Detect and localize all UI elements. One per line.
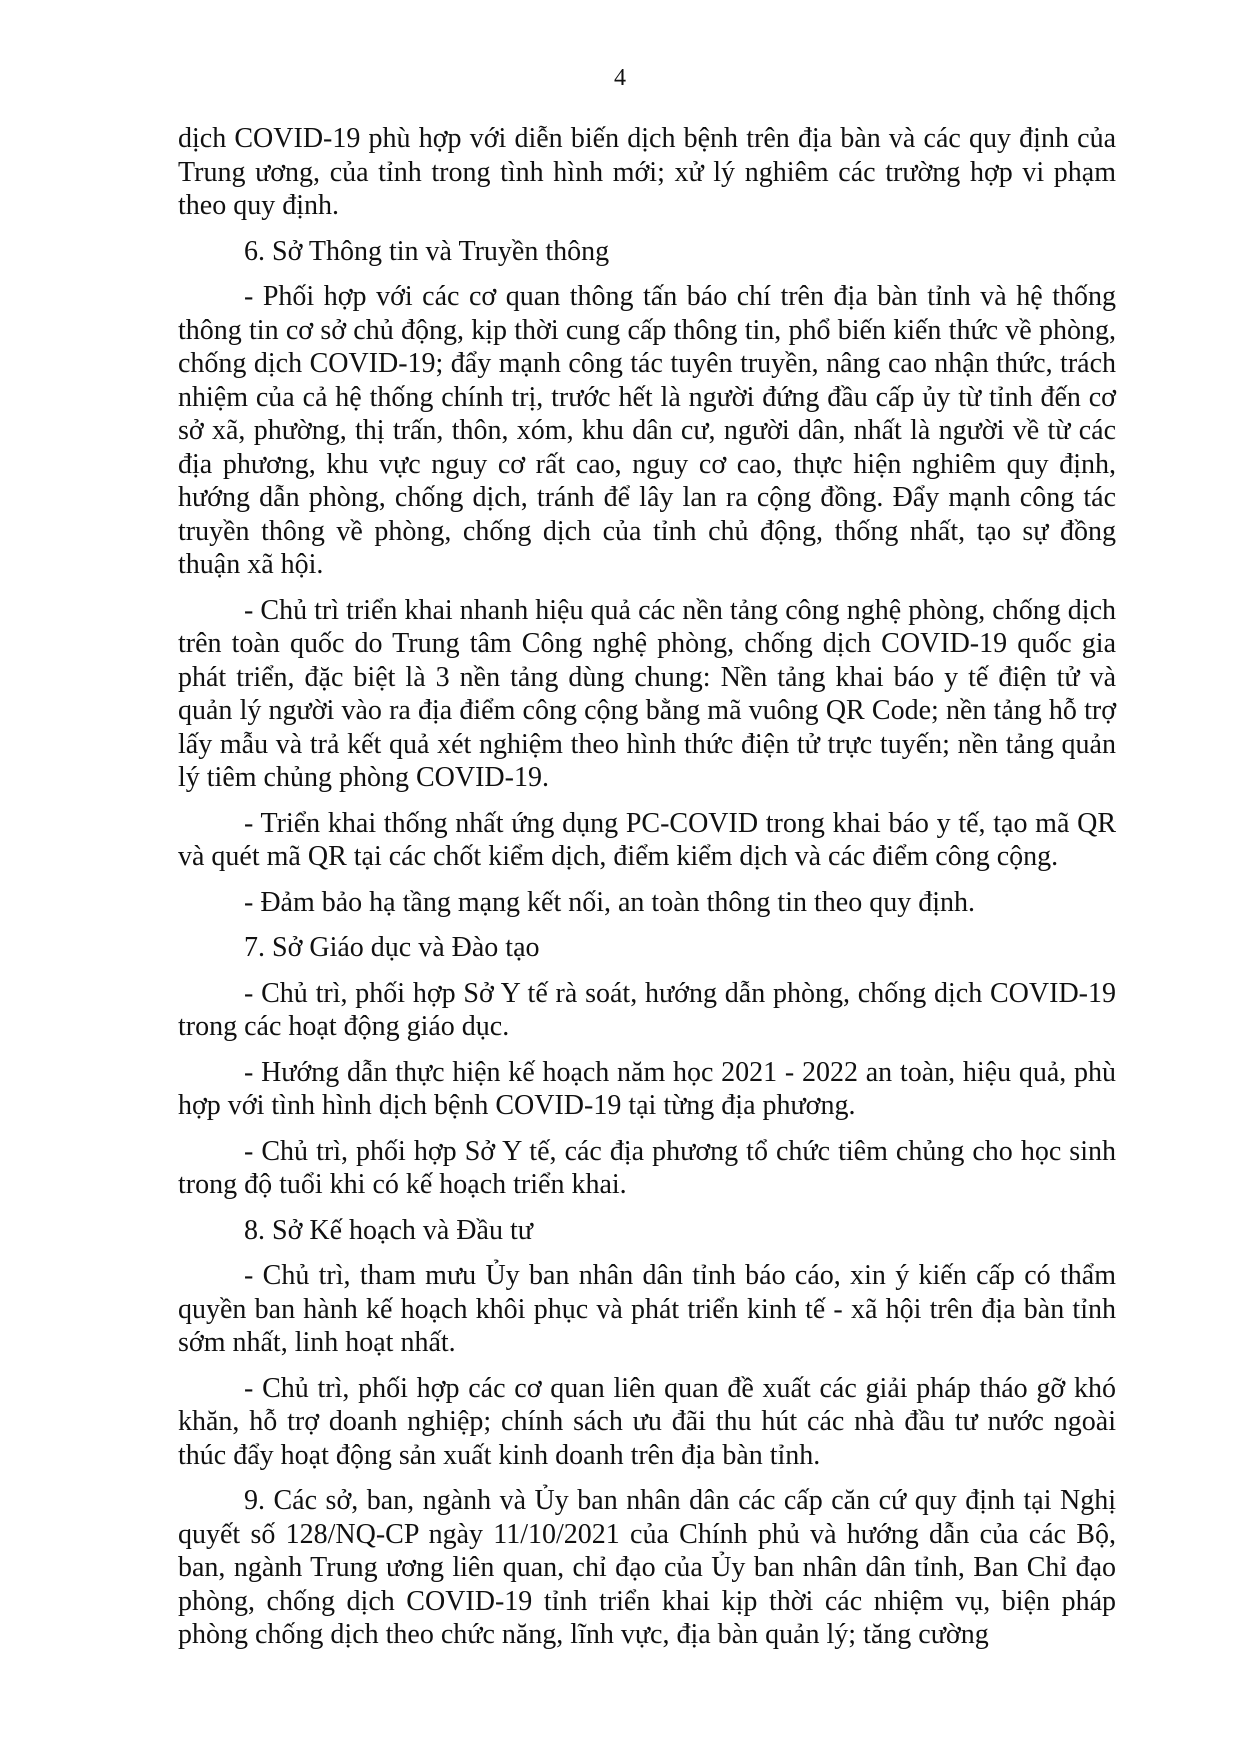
document-body: [178, 122, 1116, 1664]
section-heading-7: 7. Sở Giáo dục và Đào tạo: [244, 932, 540, 963]
page-number: 4: [614, 65, 626, 91]
paragraph: - Phối hợp với các cơ quan thông tấn báo chí trên địa bàn tỉnh và hệ thống thông tin cơ sở chủ động, kịp thời cung cấp thông tin, phổ biến kiến thức về phòng, chống dịch COVID-19; đẩy mạnh công tác tuyên truyền, nâng cao nhận thức, trách nhiệm của cả hệ thống chính trị, trước hết là người đứng đầu cấp ủy từ tỉnh đến cơ sở xã, phường, thị trấn, thôn, xóm, khu dân cư, người dân, nhất là người về từ các địa phương, khu vực nguy cơ rất cao, nguy cơ cao, thực hiện nghiêm quy định, hướng dẫn phòng, chống dịch, tránh để lây lan ra cộng đồng. Đẩy mạnh công tác truyền thông về phòng, chống dịch của tỉnh chủ động, thống nhất, tạo sự đồng thuận xã hội.: [178, 281, 1116, 580]
paragraph-continuation: dịch COVID-19 phù hợp với diễn biến dịch bệnh trên địa bàn và các quy định của Trung ương, của tỉnh trong tình hình mới; xử lý nghiêm các trường hợp vi phạm theo quy định.: [178, 123, 1116, 221]
paragraph: - Chủ trì, phối hợp các cơ quan liên quan đề xuất các giải pháp tháo gỡ khó khăn, hỗ trợ doanh nghiệp; chính sách ưu đãi thu hút các nhà đầu tư nước ngoài thúc đẩy hoạt động sản xuất kinh doanh trên địa bàn tỉnh.: [178, 1372, 1116, 1471]
section-heading-8: 8. Sở Kế hoạch và Đầu tư: [244, 1214, 533, 1246]
paragraph: - Hướng dẫn thực hiện kế hoạch năm học 2021 - 2022 an toàn, hiệu quả, phù hợp với tình hình dịch bệnh COVID-19 tại từng địa phương.: [178, 1056, 1116, 1121]
section-heading-9: 9. Các sở, ban, ngành và Ủy ban nhân dân các cấp căn cứ quy định tại Nghị quyết số 128/NQ-CP ngày 11/10/2021 của Chính phủ và hướng dẫn của các Bộ, ban, ngành Trung ương liên quan, chỉ đạo của Ủy ban nhân dân tỉnh, Ban Chỉ đạo phòng, chống dịch COVID-19 tỉnh triển khai kịp thời các nhiệm vụ, biện pháp phòng chống dịch theo chức năng, lĩnh vực, địa bàn quản lý; tăng cường: [178, 1485, 1116, 1650]
paragraph: - Chủ trì, phối hợp Sở Y tế, các địa phương tổ chức tiêm chủng cho học sinh trong độ tuổi khi có kế hoạch triển khai.: [178, 1135, 1116, 1200]
paragraph: - Triển khai thống nhất ứng dụng PC-COVID trong khai báo y tế, tạo mã QR và quét mã QR tại các chốt kiểm dịch, điểm kiểm dịch và các điểm công cộng.: [178, 807, 1116, 872]
paragraph: - Chủ trì triển khai nhanh hiệu quả các nền tảng công nghệ phòng, chống dịch trên toàn quốc do Trung tâm Công nghệ phòng, chống dịch COVID-19 quốc gia phát triển, đặc biệt là 3 nền tảng dùng chung: Nền tảng khai báo y tế điện tử và quản lý người vào ra địa điểm công cộng bằng mã vuông QR Code; nền tảng hỗ trợ lấy mẫu và trả kết quả xét nghiệm theo hình thức điện tử trực tuyến; nền tảng quản lý tiêm chủng phòng COVID-19.: [178, 594, 1116, 793]
paragraph: - Đảm bảo hạ tầng mạng kết nối, an toàn thông tin theo quy định.: [244, 886, 975, 918]
paragraph: - Chủ trì, phối hợp Sở Y tế rà soát, hướng dẫn phòng, chống dịch COVID-19 trong các hoạt động giáo dục.: [178, 977, 1116, 1042]
paragraph: - Chủ trì, tham mưu Ủy ban nhân dân tỉnh báo cáo, xin ý kiến cấp có thẩm quyền ban hành kế hoạch khôi phục và phát triển kinh tế - xã hội trên địa bàn tỉnh sớm nhất, linh hoạt nhất.: [178, 1260, 1116, 1358]
section-heading-6: 6. Sở Thông tin và Truyền thông: [244, 235, 610, 267]
